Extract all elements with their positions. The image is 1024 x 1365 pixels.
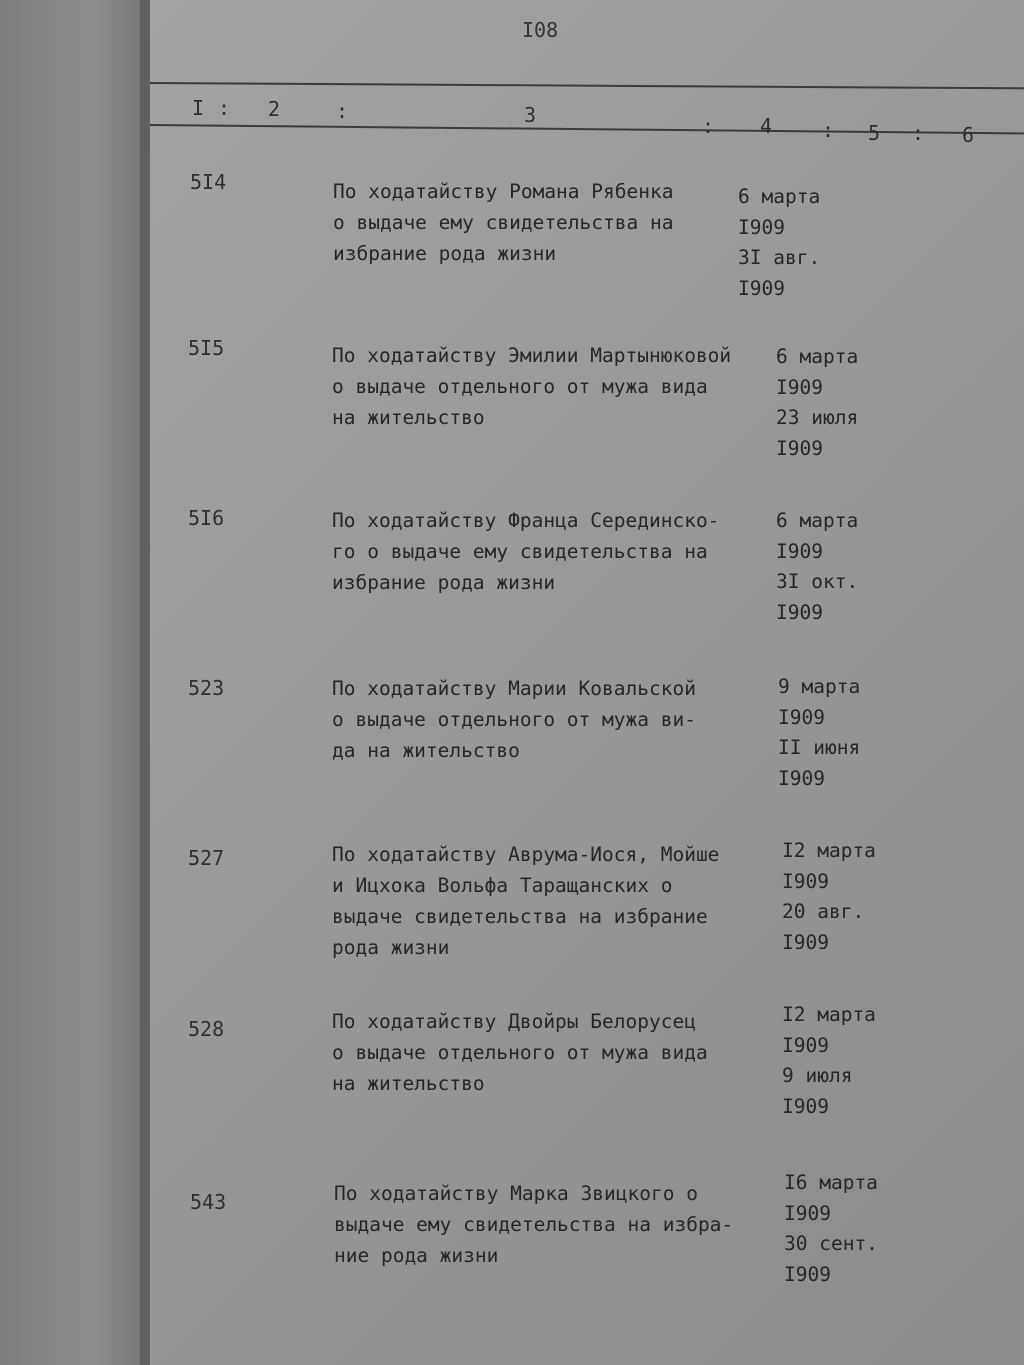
entry-line: По ходатайству Марка Звицкого о <box>334 1182 698 1205</box>
entry-line: По ходатайству Романа Рябенка <box>333 180 674 203</box>
end-year: I909 <box>778 766 825 790</box>
column-separator: : <box>336 99 349 123</box>
entry-description <box>334 1178 733 1271</box>
end-year: I909 <box>776 600 823 624</box>
end-date: 3I окт. <box>776 570 859 593</box>
entry-line: да на жительство <box>332 739 520 762</box>
entry-line: на жительство <box>332 406 485 429</box>
start-year: I909 <box>776 539 823 563</box>
entry-dates <box>784 1168 878 1290</box>
entry-line: избрание рода жизни <box>332 571 556 594</box>
column-header-6: 6 <box>962 123 975 147</box>
column-header-2: 2 <box>268 97 281 121</box>
entry-dates <box>738 182 820 304</box>
entry-line: выдаче ему свидетельства на избра- <box>334 1213 734 1236</box>
entry-line: По ходатайству Франца Серединско- <box>332 509 720 532</box>
entry-line: По ходатайству Марии Ковальской <box>332 677 696 700</box>
column-separator: : <box>912 121 925 145</box>
entry-line: По ходатайству Двойры Белорусец <box>332 1010 696 1033</box>
entry-number: 5I4 <box>190 170 227 194</box>
entry-description <box>332 673 696 766</box>
end-year: I909 <box>782 930 829 954</box>
end-date: 3I авг. <box>738 246 821 269</box>
entry-dates <box>782 836 876 958</box>
start-year: I909 <box>782 1033 829 1057</box>
entry-line: избрание рода жизни <box>333 242 557 265</box>
end-year: I909 <box>738 276 785 300</box>
entry-line: на жительство <box>332 1072 485 1095</box>
start-year: I909 <box>784 1201 831 1225</box>
start-date: 9 марта <box>778 675 861 698</box>
entry-description <box>332 1006 708 1099</box>
start-year: I909 <box>782 869 829 893</box>
entry-line: рода жизни <box>332 936 450 959</box>
entry-dates <box>776 506 858 628</box>
entry-line: о выдаче отдельного от мужа ви- <box>332 708 696 731</box>
entry-description <box>332 505 719 598</box>
column-header-4: 4 <box>760 114 773 138</box>
entry-line: о выдаче отдельного от мужа вида <box>332 375 708 398</box>
end-date: 30 сент. <box>784 1232 878 1255</box>
end-year: I909 <box>776 436 823 460</box>
entry-description <box>332 340 731 433</box>
entry-number: 528 <box>188 1017 225 1041</box>
start-date: I2 марта <box>782 839 876 862</box>
column-separator: : <box>822 118 835 142</box>
entry-line: о выдаче отдельного от мужа вида <box>332 1041 708 1064</box>
start-date: 6 марта <box>776 345 859 368</box>
column-header-5: 5 <box>868 121 881 145</box>
entry-description <box>332 839 719 963</box>
entry-number: 5I6 <box>188 506 225 530</box>
end-year: I909 <box>784 1262 831 1286</box>
start-year: I909 <box>738 215 785 239</box>
column-separator: : <box>702 114 715 138</box>
end-date: II июня <box>778 736 861 759</box>
start-date: 6 марта <box>776 509 859 532</box>
page-number: I08 <box>522 18 559 42</box>
end-date: 20 авг. <box>782 900 865 923</box>
start-year: I909 <box>776 375 823 399</box>
facing-page <box>0 0 160 1365</box>
end-date: 9 июля <box>782 1064 853 1087</box>
start-date: I6 марта <box>784 1171 878 1194</box>
column-separator: : <box>218 96 231 120</box>
entry-line: По ходатайству Эмилии Мартынюковой <box>332 344 732 367</box>
start-year: I909 <box>778 705 825 729</box>
entry-line: ние рода жизни <box>334 1244 499 1267</box>
entry-dates <box>778 672 860 794</box>
entry-line: По ходатайству Аврума-Иося, Мойше <box>332 843 720 866</box>
entry-number: 527 <box>188 846 225 870</box>
entry-line: и Ицхока Вольфа Таращанских о <box>332 874 673 897</box>
entry-dates <box>776 342 858 464</box>
column-header-3: 3 <box>524 103 537 127</box>
entry-line: о выдаче ему свидетельства на <box>333 211 674 234</box>
column-header-1: I <box>192 96 205 120</box>
entry-dates <box>782 1000 876 1122</box>
entry-line: выдаче свидетельства на избрание <box>332 905 708 928</box>
entry-number: 523 <box>188 676 225 700</box>
start-date: 6 марта <box>738 185 821 208</box>
entry-number: 543 <box>190 1190 227 1214</box>
entry-line: го о выдаче ему свидетельства на <box>332 540 708 563</box>
start-date: I2 марта <box>782 1003 876 1026</box>
end-year: I909 <box>782 1094 829 1118</box>
end-date: 23 июля <box>776 406 859 429</box>
entry-number: 5I5 <box>188 336 225 360</box>
entry-description <box>333 176 673 269</box>
